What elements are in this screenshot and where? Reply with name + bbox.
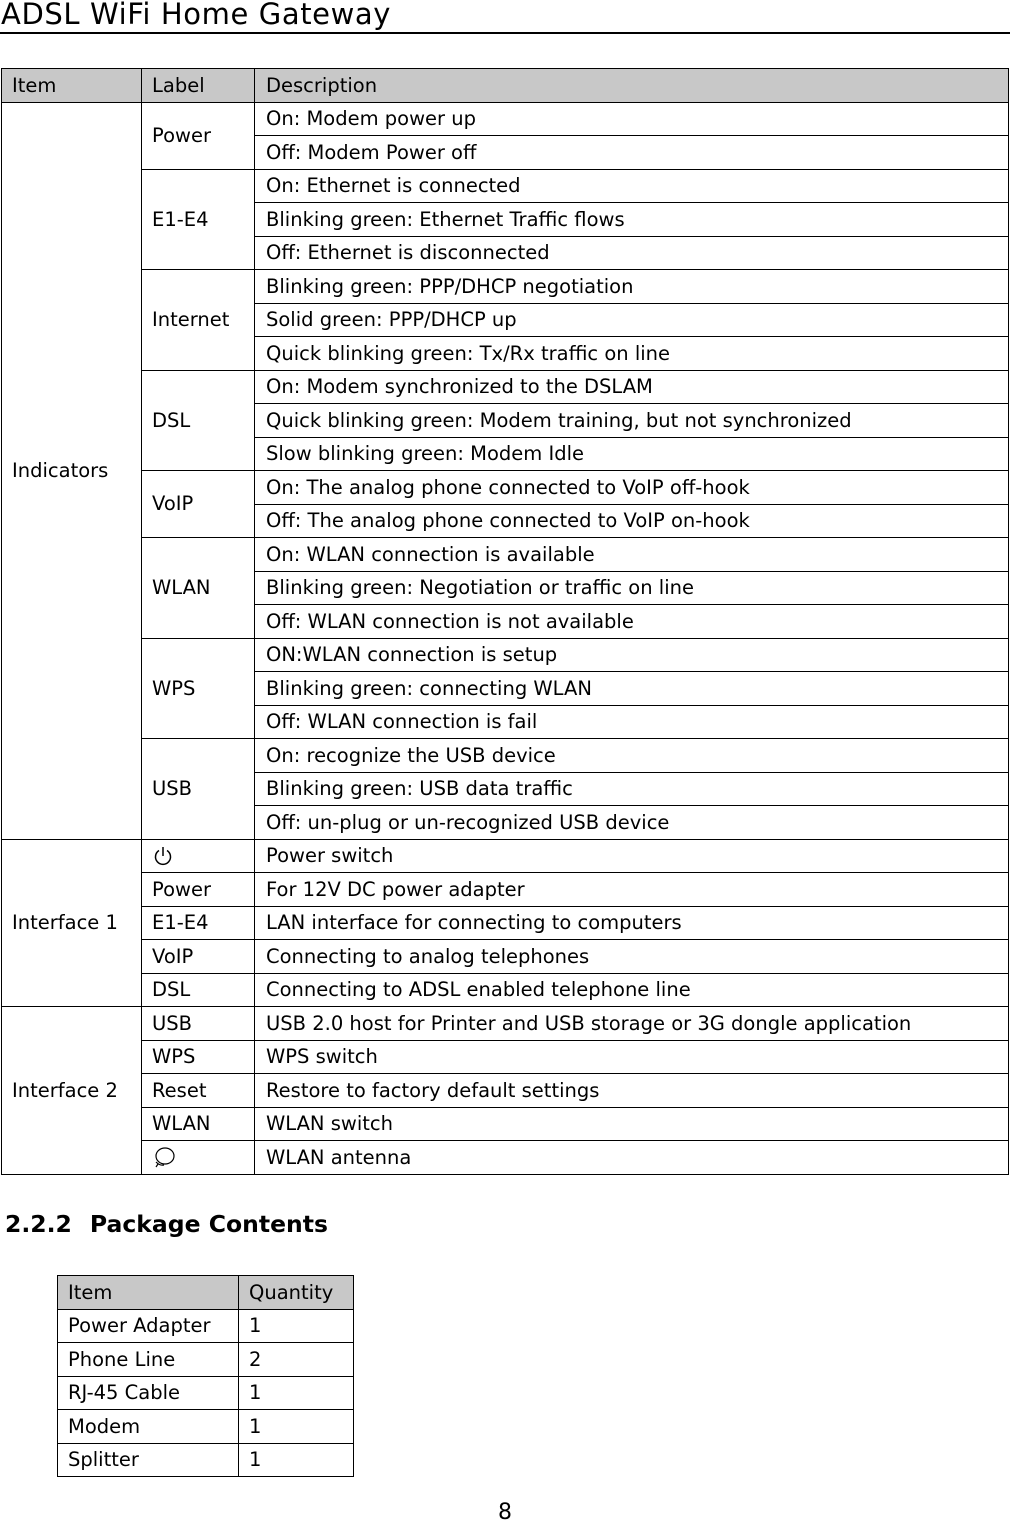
description-cell: Blinking green: connecting WLAN [255, 672, 1009, 706]
description-cell: On: Modem power up [255, 102, 1009, 136]
label-cell [142, 1141, 255, 1175]
table-row [2, 1074, 1009, 1108]
table-row [2, 739, 1009, 773]
description-cell: Connecting to analog telephones [255, 940, 1009, 974]
package-item: Modem [58, 1410, 239, 1444]
table-row [2, 1141, 1009, 1175]
page-header [0, 0, 1010, 34]
description-cell: On: WLAN connection is available [255, 538, 1009, 572]
table-row [2, 839, 1009, 873]
label-cell: VoIP [142, 471, 255, 538]
table-row [2, 1007, 1009, 1041]
description-cell: Off: WLAN connection is not available [255, 605, 1009, 639]
description-cell: Off: Modem Power off [255, 136, 1009, 170]
document-title: ADSL WiFi Home Gateway [1, 0, 392, 31]
group-interface-1: Interface 1 [2, 839, 142, 1007]
table-row [58, 1443, 354, 1477]
section-title: Package Contents [89, 1210, 328, 1238]
description-cell: LAN interface for connecting to computers [255, 906, 1009, 940]
column-header-label: Label [142, 69, 255, 103]
package-item: Power Adapter [58, 1309, 239, 1343]
label-cell: E1-E4 [142, 169, 255, 270]
description-cell: Blinking green: USB data traffic [255, 772, 1009, 806]
column-header-quantity: Quantity [239, 1276, 354, 1310]
label-cell: USB [142, 1007, 255, 1041]
package-item: Splitter [58, 1443, 239, 1477]
description-cell: Off: un-plug or un-recognized USB device [255, 806, 1009, 840]
package-item: RJ-45 Cable [58, 1376, 239, 1410]
description-cell: Blinking green: Negotiation or traffic on line [255, 571, 1009, 605]
label-cell: DSL [142, 370, 255, 471]
antenna-icon [152, 1145, 178, 1169]
description-cell: On: The analog phone connected to VoIP off-hook [255, 471, 1009, 505]
description-cell: Solid green: PPP/DHCP up [255, 303, 1009, 337]
table-row [2, 1040, 1009, 1074]
table-row [2, 471, 1009, 505]
label-cell: DSL [142, 973, 255, 1007]
description-cell: For 12V DC power adapter [255, 873, 1009, 907]
table-row [2, 1107, 1009, 1141]
table-row [2, 169, 1009, 203]
description-cell: Quick blinking green: Tx/Rx traffic on line [255, 337, 1009, 371]
table-header-row [2, 69, 1009, 103]
table-row [2, 940, 1009, 974]
description-cell: Blinking green: PPP/DHCP negotiation [255, 270, 1009, 304]
section-heading [5, 1210, 328, 1238]
description-cell: Off: Ethernet is disconnected [255, 236, 1009, 270]
description-cell: Blinking green: Ethernet Traffic flows [255, 203, 1009, 237]
table-row [58, 1343, 354, 1377]
description-cell: On: recognize the USB device [255, 739, 1009, 773]
label-cell: USB [142, 739, 255, 840]
package-quantity: 1 [239, 1376, 354, 1410]
label-cell: Reset [142, 1074, 255, 1108]
section-number: 2.2.2 [5, 1210, 72, 1238]
description-cell: On: Modem synchronized to the DSLAM [255, 370, 1009, 404]
table-row [2, 370, 1009, 404]
table-row [2, 873, 1009, 907]
table-row [2, 538, 1009, 572]
package-quantity: 1 [239, 1309, 354, 1343]
column-header-description: Description [255, 69, 1009, 103]
package-contents-table [57, 1275, 354, 1477]
table-row [58, 1410, 354, 1444]
group-indicators: Indicators [2, 102, 142, 839]
description-cell: Off: The analog phone connected to VoIP on-hook [255, 504, 1009, 538]
package-quantity: 1 [239, 1410, 354, 1444]
column-header-item: Item [2, 69, 142, 103]
label-cell [142, 839, 255, 873]
table-row [2, 638, 1009, 672]
label-cell: Power [142, 102, 255, 169]
description-cell: Restore to factory default settings [255, 1074, 1009, 1108]
label-cell: Internet [142, 270, 255, 371]
label-cell: WPS [142, 638, 255, 739]
description-cell: ON:WLAN connection is setup [255, 638, 1009, 672]
features-table [1, 68, 1009, 1175]
table-header-row [58, 1276, 354, 1310]
table-row [58, 1309, 354, 1343]
label-cell: WLAN [142, 538, 255, 639]
package-item: Phone Line [58, 1343, 239, 1377]
label-cell: VoIP [142, 940, 255, 974]
table-row [2, 973, 1009, 1007]
label-cell: WPS [142, 1040, 255, 1074]
description-cell: Slow blinking green: Modem Idle [255, 437, 1009, 471]
label-cell: Power [142, 873, 255, 907]
description-cell: Power switch [255, 839, 1009, 873]
page-number: 8 [498, 1500, 512, 1525]
description-cell: WLAN antenna [255, 1141, 1009, 1175]
column-header-item: Item [58, 1276, 239, 1310]
description-cell: Connecting to ADSL enabled telephone line [255, 973, 1009, 1007]
package-quantity: 1 [239, 1443, 354, 1477]
label-cell: WLAN [142, 1107, 255, 1141]
description-cell: USB 2.0 host for Printer and USB storage or 3G dongle application [255, 1007, 1009, 1041]
table-row [2, 906, 1009, 940]
description-cell: WPS switch [255, 1040, 1009, 1074]
table-row [2, 270, 1009, 304]
table-row [58, 1376, 354, 1410]
package-quantity: 2 [239, 1343, 354, 1377]
power-symbol-icon [152, 845, 174, 867]
description-cell: Off: WLAN connection is fail [255, 705, 1009, 739]
description-cell: Quick blinking green: Modem training, but not synchronized [255, 404, 1009, 438]
label-cell: E1-E4 [142, 906, 255, 940]
group-interface-2: Interface 2 [2, 1007, 142, 1175]
description-cell: On: Ethernet is connected [255, 169, 1009, 203]
table-row [2, 102, 1009, 136]
description-cell: WLAN switch [255, 1107, 1009, 1141]
